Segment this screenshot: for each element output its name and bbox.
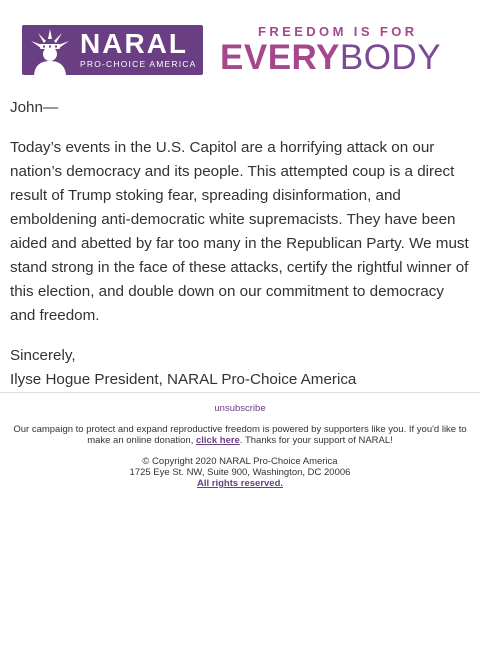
letter-greeting: John— bbox=[10, 99, 59, 116]
logo-name: NARAL bbox=[80, 28, 188, 59]
statue-of-liberty-icon bbox=[26, 27, 76, 75]
email-header bbox=[0, 0, 480, 96]
tagline-bottom bbox=[220, 38, 442, 77]
naral-logo[interactable] bbox=[22, 25, 203, 75]
letter-body: Today’s events in the U.S. Capitol are a horrifying attack on our nation’s democracy and its people. This attempted coup is a direct result of Trump stoking fear, spreading disinformation, and emboldening anti-democratic white supremacists. They have been aided and abetted by far too many in the Republican Party. We must stand strong in the face of these attacks, certify the rightful winner of this election, and double down on our commitment to democracy and freedom. bbox=[10, 139, 469, 324]
campaign-note bbox=[0, 424, 480, 446]
letter-signature: Ilyse Hogue President, NARAL Pro-Choice America bbox=[10, 371, 357, 388]
letter-content bbox=[0, 96, 480, 392]
email-footer bbox=[0, 393, 480, 489]
copyright-text: © Copyright 2020 NARAL Pro-Choice America bbox=[142, 456, 338, 467]
mailing-address: 1725 Eye St. NW, Suite 900, Washington, DC 20006 bbox=[129, 467, 351, 478]
tagline-top: FREEDOM IS FOR bbox=[258, 24, 418, 39]
all-rights-reserved-link[interactable]: All rights reserved. bbox=[196, 478, 284, 489]
letter-closing: Sincerely, bbox=[10, 347, 76, 364]
campaign-thanks: . Thanks for your support of NARAL! bbox=[239, 435, 393, 446]
campaign-text: Our campaign to protect and expand reproductive freedom is powered by supporters like you. If you'd like to make an online donation, bbox=[13, 424, 467, 446]
tagline-every: EVERY bbox=[220, 38, 340, 77]
donate-click-here-link[interactable]: click here bbox=[196, 435, 240, 446]
unsubscribe-link[interactable]: unsubscribe bbox=[214, 403, 266, 414]
copyright-block bbox=[0, 456, 480, 489]
tagline bbox=[220, 25, 460, 75]
logo-subtitle: PRO-CHOICE AMERICA bbox=[80, 59, 197, 69]
tagline-body: BODY bbox=[339, 38, 442, 77]
